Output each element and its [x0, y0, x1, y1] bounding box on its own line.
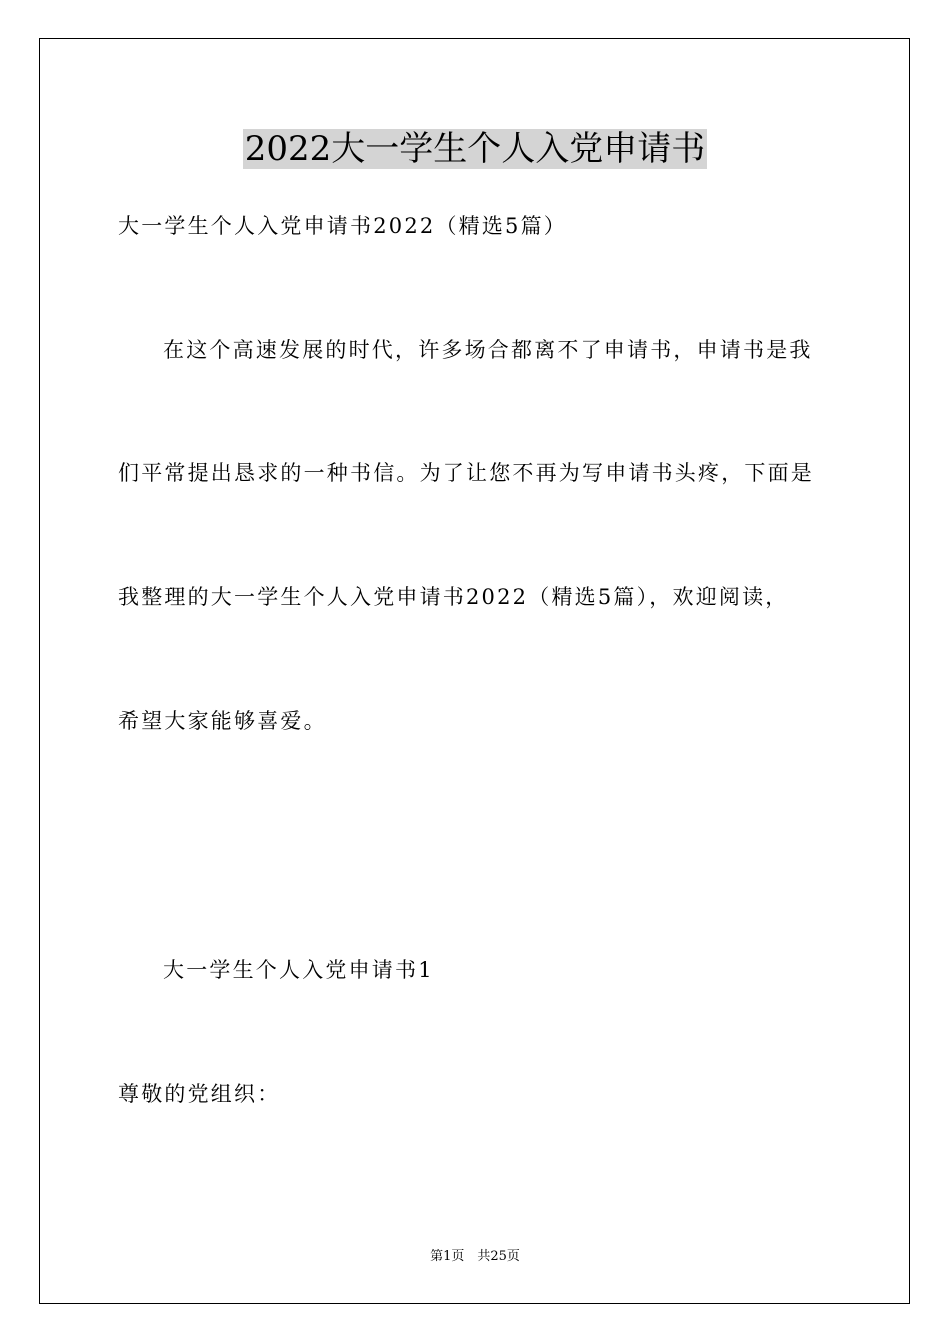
paragraph-line: 们平常提出恳求的一种书信。为了让您不再为写申请书头疼，下面是 — [118, 461, 814, 485]
paragraph-line: 在这个高速发展的时代，许多场合都离不了申请书，申请书是我 — [163, 338, 813, 362]
paragraph-line: 我整理的大一学生个人入党申请书2022（精选5篇），欢迎阅读， — [118, 585, 789, 609]
document-title: 2022大一学生个人入党申请书 — [244, 129, 706, 169]
salutation: 尊敬的党组织： — [118, 1082, 281, 1106]
section-heading: 大一学生个人入党申请书1 — [163, 958, 434, 982]
page-footer: 第1页 共25页 — [430, 1249, 520, 1264]
document-subtitle: 大一学生个人入党申请书2022（精选5篇） — [118, 214, 568, 238]
paragraph-line: 希望大家能够喜爱。 — [118, 709, 327, 733]
